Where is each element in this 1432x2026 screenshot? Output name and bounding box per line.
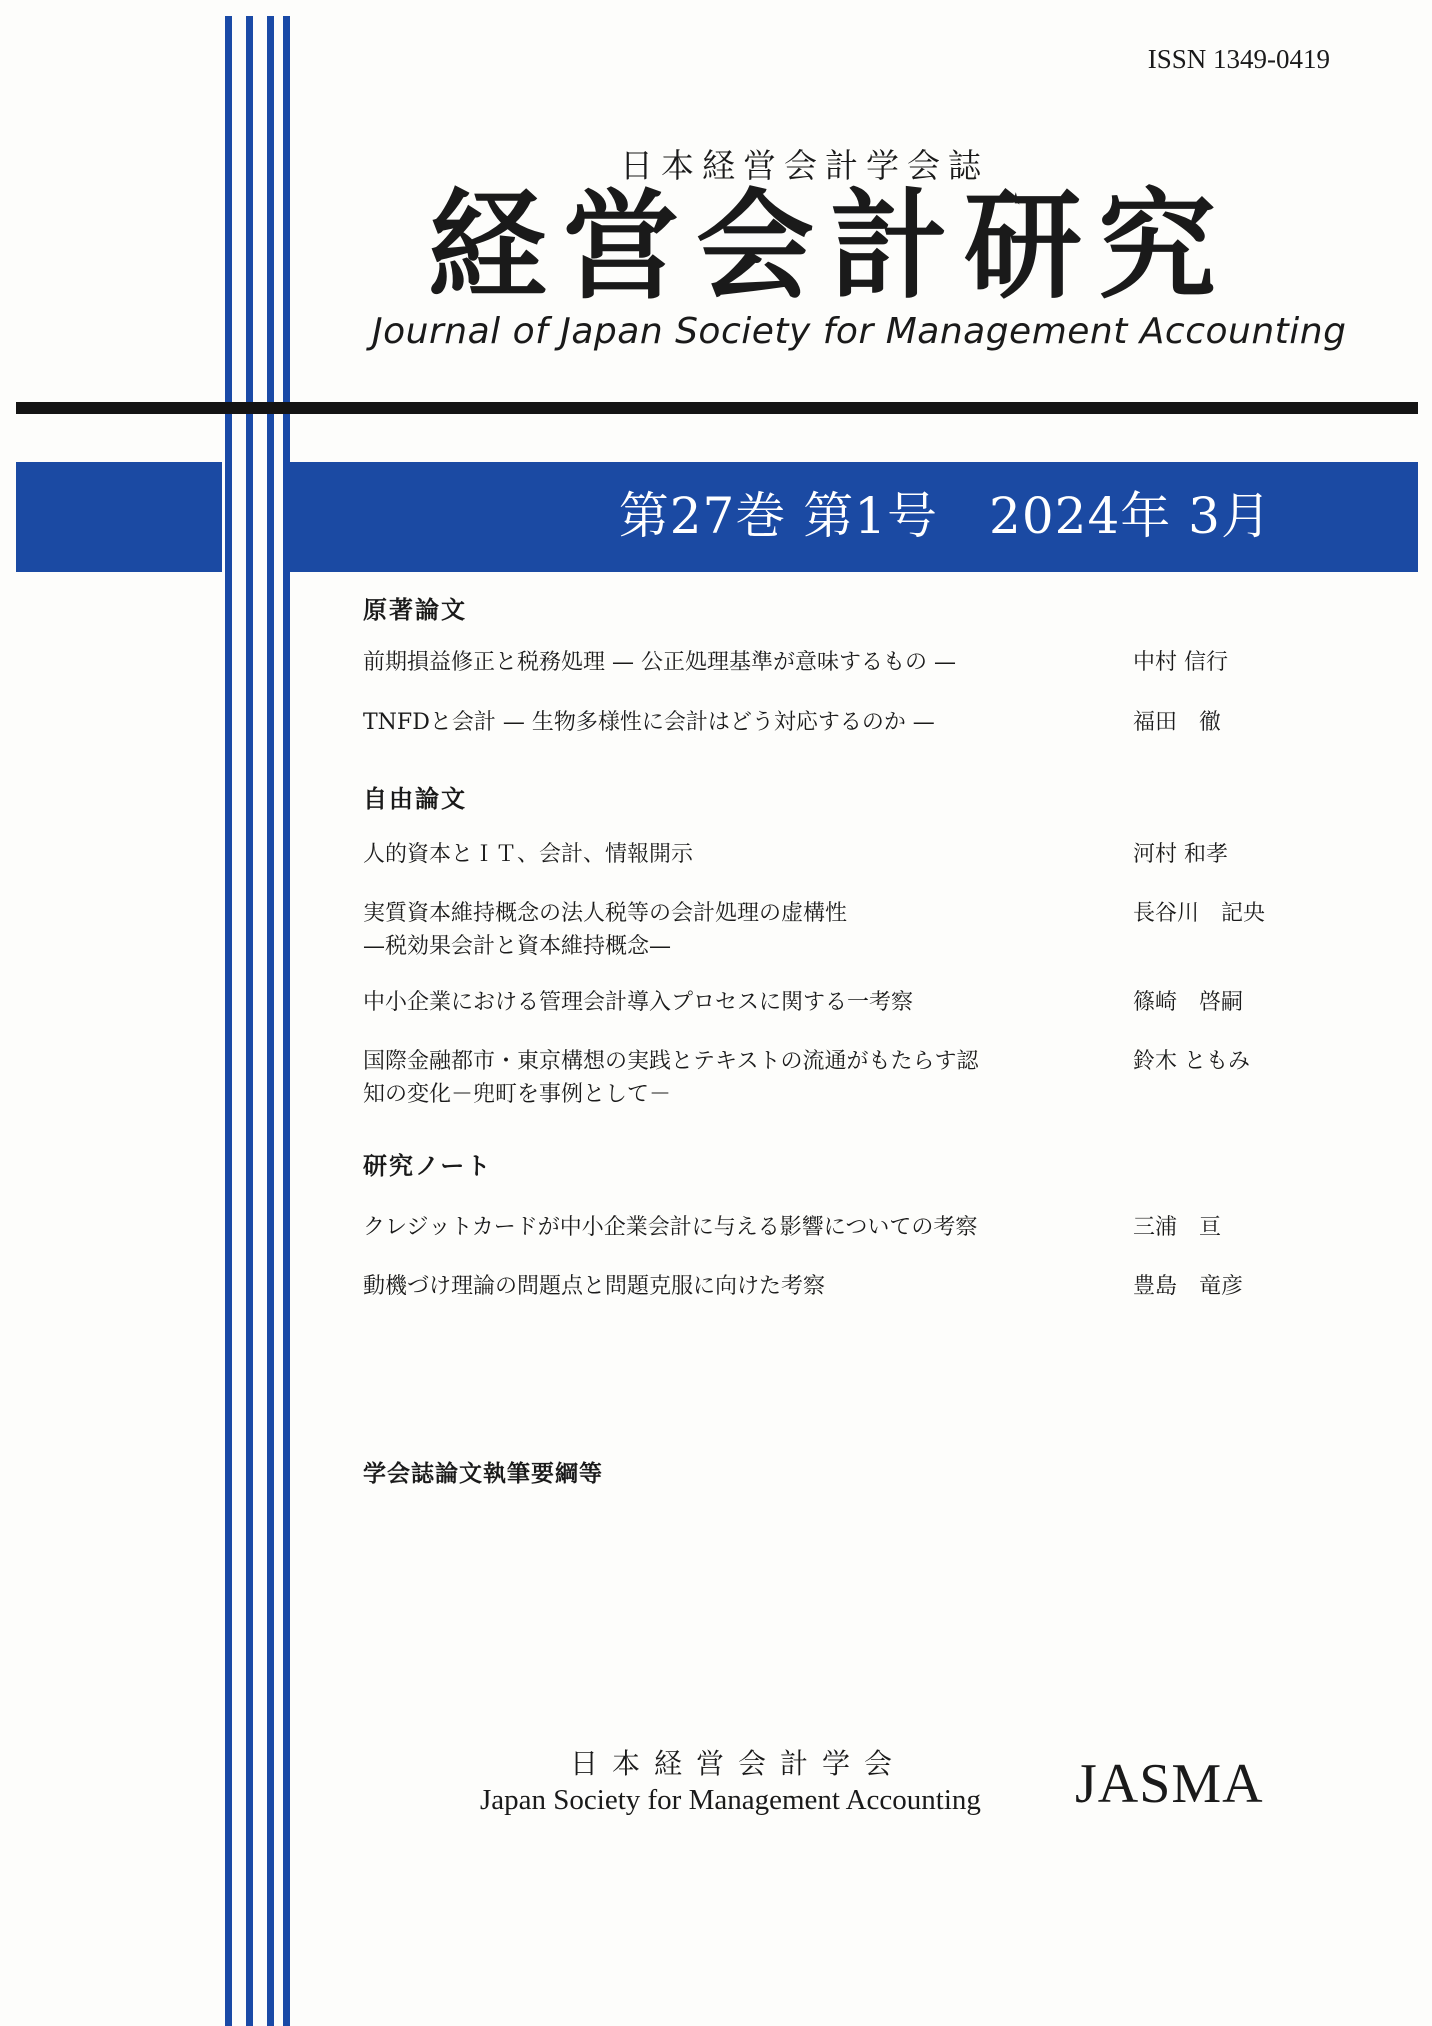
- vertical-stripe: [225, 16, 232, 2026]
- paper-title: 人的資本とＩＴ、会計、情報開示: [363, 842, 694, 867]
- journal-english-title: Journal of Japan Society for Management Accounting: [372, 311, 1347, 352]
- publisher-name-ja: 日本経営会計学会: [570, 1747, 907, 1780]
- volume-issue-date: 第27巻 第1号 2024年 3月: [618, 487, 1272, 545]
- paper-title: 前期損益修正と税務処理 — 公正処理基準が意味するもの —: [363, 650, 956, 675]
- paper-title: 動機づけ理論の問題点と問題克服に向けた考察: [363, 1274, 826, 1299]
- paper-author: 篠崎 啓嗣: [1133, 990, 1244, 1015]
- vertical-stripe: [246, 16, 253, 2026]
- journal-title: 経営会計研究: [428, 177, 1233, 315]
- publisher-name-en: Japan Society for Management Accounting: [480, 1784, 981, 1816]
- paper-title: 国際金融都市・東京構想の実践とテキストの流通がもたらす認 知の変化－兜町を事例として－: [363, 1049, 979, 1107]
- paper-title: 実質資本維持概念の法人税等の会計処理の虚構性 —税効果会計と資本維持概念—: [363, 901, 848, 959]
- section-heading-free-papers: 自由論文: [363, 785, 467, 813]
- writing-guidelines-heading: 学会誌論文執筆要綱等: [363, 1461, 603, 1487]
- section-heading-original-papers: 原著論文: [363, 596, 467, 624]
- black-horizontal-rule: [16, 402, 1418, 414]
- section-heading-research-notes: 研究ノート: [363, 1152, 493, 1180]
- blue-band-left: [16, 462, 222, 572]
- paper-author: 長谷川 記央: [1133, 901, 1266, 926]
- paper-author: 河村 和孝: [1133, 842, 1228, 867]
- paper-author: 福田 徹: [1133, 710, 1222, 735]
- paper-author: 鈴木 ともみ: [1133, 1049, 1250, 1074]
- vertical-stripe: [283, 16, 290, 2026]
- vertical-stripe: [267, 16, 274, 2026]
- society-journal-label: 日本経営会計学会誌: [620, 146, 989, 185]
- paper-author: 中村 信行: [1133, 650, 1228, 675]
- paper-title: 中小企業における管理会計導入プロセスに関する一考察: [363, 990, 914, 1015]
- paper-title: TNFDと会計 — 生物多様性に会計はどう対応するのか —: [363, 710, 935, 735]
- issn-number: ISSN 1349-0419: [1147, 44, 1330, 74]
- jasma-logo: JASMA: [1075, 1753, 1264, 1815]
- paper-title: クレジットカードが中小企業会計に与える影響についての考察: [363, 1215, 978, 1240]
- paper-author: 三浦 亘: [1133, 1215, 1222, 1240]
- paper-author: 豊島 竜彦: [1133, 1274, 1244, 1299]
